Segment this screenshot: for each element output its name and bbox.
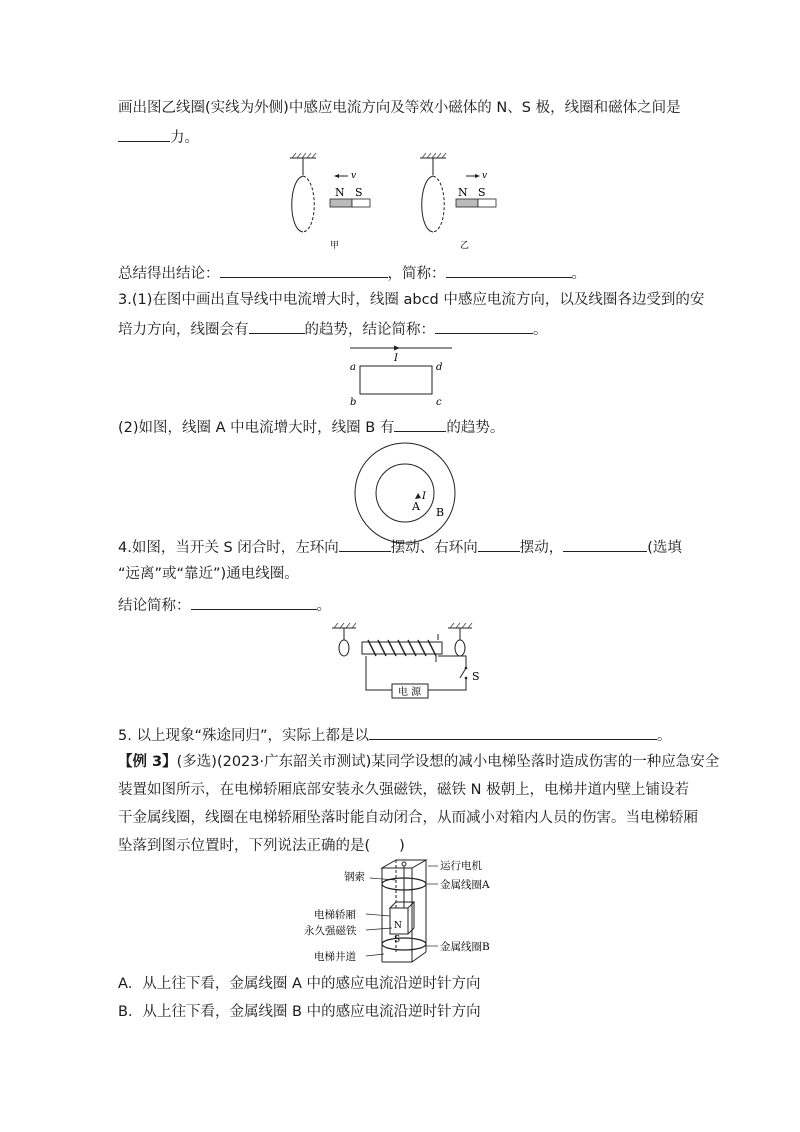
paragraph-text: 。 <box>656 728 672 744</box>
answer-blank <box>478 536 520 552</box>
right-ring <box>455 640 465 656</box>
paragraph-text: 干金属线圈，线圈在电梯轿厢坠落时能自动闭合，从而减小对箱内人员的伤害。当电梯轿厢 <box>118 810 698 826</box>
paragraph-text: 摆动， <box>519 540 564 556</box>
coil-abcd <box>360 366 432 394</box>
label-magnet: 永久强磁铁 <box>304 925 357 937</box>
answer-blank <box>339 536 391 552</box>
coil-b-label: B <box>436 506 445 519</box>
paragraph-text: 。 <box>571 266 586 282</box>
corner-a: a <box>350 362 356 373</box>
answer-blank <box>220 262 388 278</box>
text-line <box>118 808 698 828</box>
velocity-label: v <box>351 171 357 181</box>
corner-b: b <box>350 397 357 408</box>
corner-c: c <box>436 397 442 408</box>
paragraph-text: 。 <box>316 598 331 614</box>
paragraph-text: “远离”或“靠近”)通电线圈。 <box>118 566 299 582</box>
text-line <box>118 594 331 616</box>
paragraph-text: 的趋势，结论简称： <box>304 322 435 338</box>
text-line <box>118 752 719 772</box>
magnet-s-label: S <box>478 186 486 199</box>
velocity-label: v <box>482 171 488 181</box>
option-a <box>118 974 481 994</box>
answer-blank <box>394 416 446 432</box>
text-line <box>118 724 671 746</box>
text-line <box>118 416 504 438</box>
paragraph-text: (2)如图，线圈 A 中电流增大时，线圈 B 有 <box>118 420 395 436</box>
figure-elevator <box>300 858 520 968</box>
text-line <box>118 836 405 856</box>
label-steel-rope: 钢索 <box>344 871 365 883</box>
paragraph-text: ，简称： <box>387 266 446 282</box>
paragraph-text: 。 <box>533 322 548 338</box>
paragraph-text: 5. 以上现象“殊途同归”，实际上都是以 <box>118 728 369 744</box>
paragraph-text: 结论简称： <box>118 598 191 614</box>
paragraph-text: 3.(1)在图中画出直导线中电流增大时，线圈 abcd 中感应电流方向，以及线圈各边受到的安 <box>118 292 705 308</box>
text-line <box>118 290 704 310</box>
paragraph-text: 画出图乙线圈(实线为外侧)中感应电流方向及等效小磁体的 N、S 极，线圈和磁体之间是 <box>118 100 681 116</box>
current-label: I <box>422 491 426 502</box>
figure-wire-loop <box>340 342 460 408</box>
coil-a-label: A <box>412 500 420 513</box>
option-text: A．从上往下看，金属线圈 A 中的感应电流沿逆时针方向 <box>118 976 481 992</box>
switch-s <box>460 668 466 678</box>
magnet-s-pole <box>478 199 496 207</box>
option-b <box>118 1002 481 1022</box>
current-label: I <box>394 353 398 364</box>
answer-blank <box>249 318 305 334</box>
text-line <box>118 780 689 800</box>
corner-d: d <box>436 362 443 373</box>
left-ring <box>339 640 349 656</box>
paragraph-text: (选填 <box>647 540 682 556</box>
paragraph-text: 的趋势。 <box>446 420 505 436</box>
paragraph-text: 培力方向，线圈会有 <box>118 322 249 338</box>
paragraph-text: 摆动、右环向 <box>390 540 478 556</box>
answer-blank <box>435 318 533 334</box>
text-line <box>118 262 586 284</box>
magnet-n-label: N <box>394 921 402 931</box>
magnet-n-pole <box>330 199 352 207</box>
figure-solenoid <box>326 620 486 712</box>
text-line <box>118 536 682 558</box>
answer-blank <box>118 126 170 142</box>
magnet-s-label: S <box>355 186 363 199</box>
paragraph-text: 力。 <box>170 130 199 146</box>
magnet-s-pole <box>352 199 370 207</box>
magnet-n-label: N <box>458 186 468 199</box>
figure-label-jia: 甲 <box>330 241 340 251</box>
paragraph-text: 总结得出结论： <box>118 266 220 282</box>
paragraph-text: (多选)(2023·广东韶关市测试)某同学设想的减小电梯坠落时造成伤害的一种应急安全 <box>176 754 720 770</box>
option-text: B．从上往下看，金属线圈 B 中的感应电流沿逆时针方向 <box>118 1004 481 1020</box>
example-tag: 【例 3】 <box>118 754 177 770</box>
power-source-label: 电 源 <box>398 687 422 698</box>
text-line <box>118 98 681 118</box>
paragraph-text: 装置如图所示，在电梯轿厢底部安装永久强磁铁，磁铁 N 极朝上，电梯井道内壁上铺设若 <box>118 782 690 798</box>
text-line <box>118 564 299 584</box>
answer-blank <box>563 536 647 552</box>
paragraph-text: 坠落到图示位置时，下列说法正确的是( ) <box>118 838 405 854</box>
magnet-n-label: N <box>335 186 345 199</box>
figure-concentric-coils <box>350 438 460 548</box>
text-line <box>118 318 548 340</box>
coil-b <box>382 938 426 950</box>
answer-blank <box>191 594 317 610</box>
text-line <box>118 126 199 148</box>
label-motor: 运行电机 <box>440 860 482 872</box>
label-shaft: 电梯井道 <box>314 951 356 963</box>
coil-b <box>355 443 455 543</box>
figure-label-yi: 乙 <box>460 241 470 251</box>
label-car: 电梯轿厢 <box>314 909 356 921</box>
label-coil-b: 金属线圈B <box>440 941 490 953</box>
switch-label: S <box>472 670 480 683</box>
magnet-s-label: S <box>394 935 401 945</box>
paragraph-text: 4.如图，当开关 S 闭合时，左环向 <box>118 540 339 556</box>
magnet-n-pole <box>456 199 478 207</box>
figure-jia-yi <box>280 150 510 256</box>
answer-blank <box>446 262 572 278</box>
label-coil-a: 金属线圈A <box>440 879 490 891</box>
answer-blank <box>369 724 657 740</box>
